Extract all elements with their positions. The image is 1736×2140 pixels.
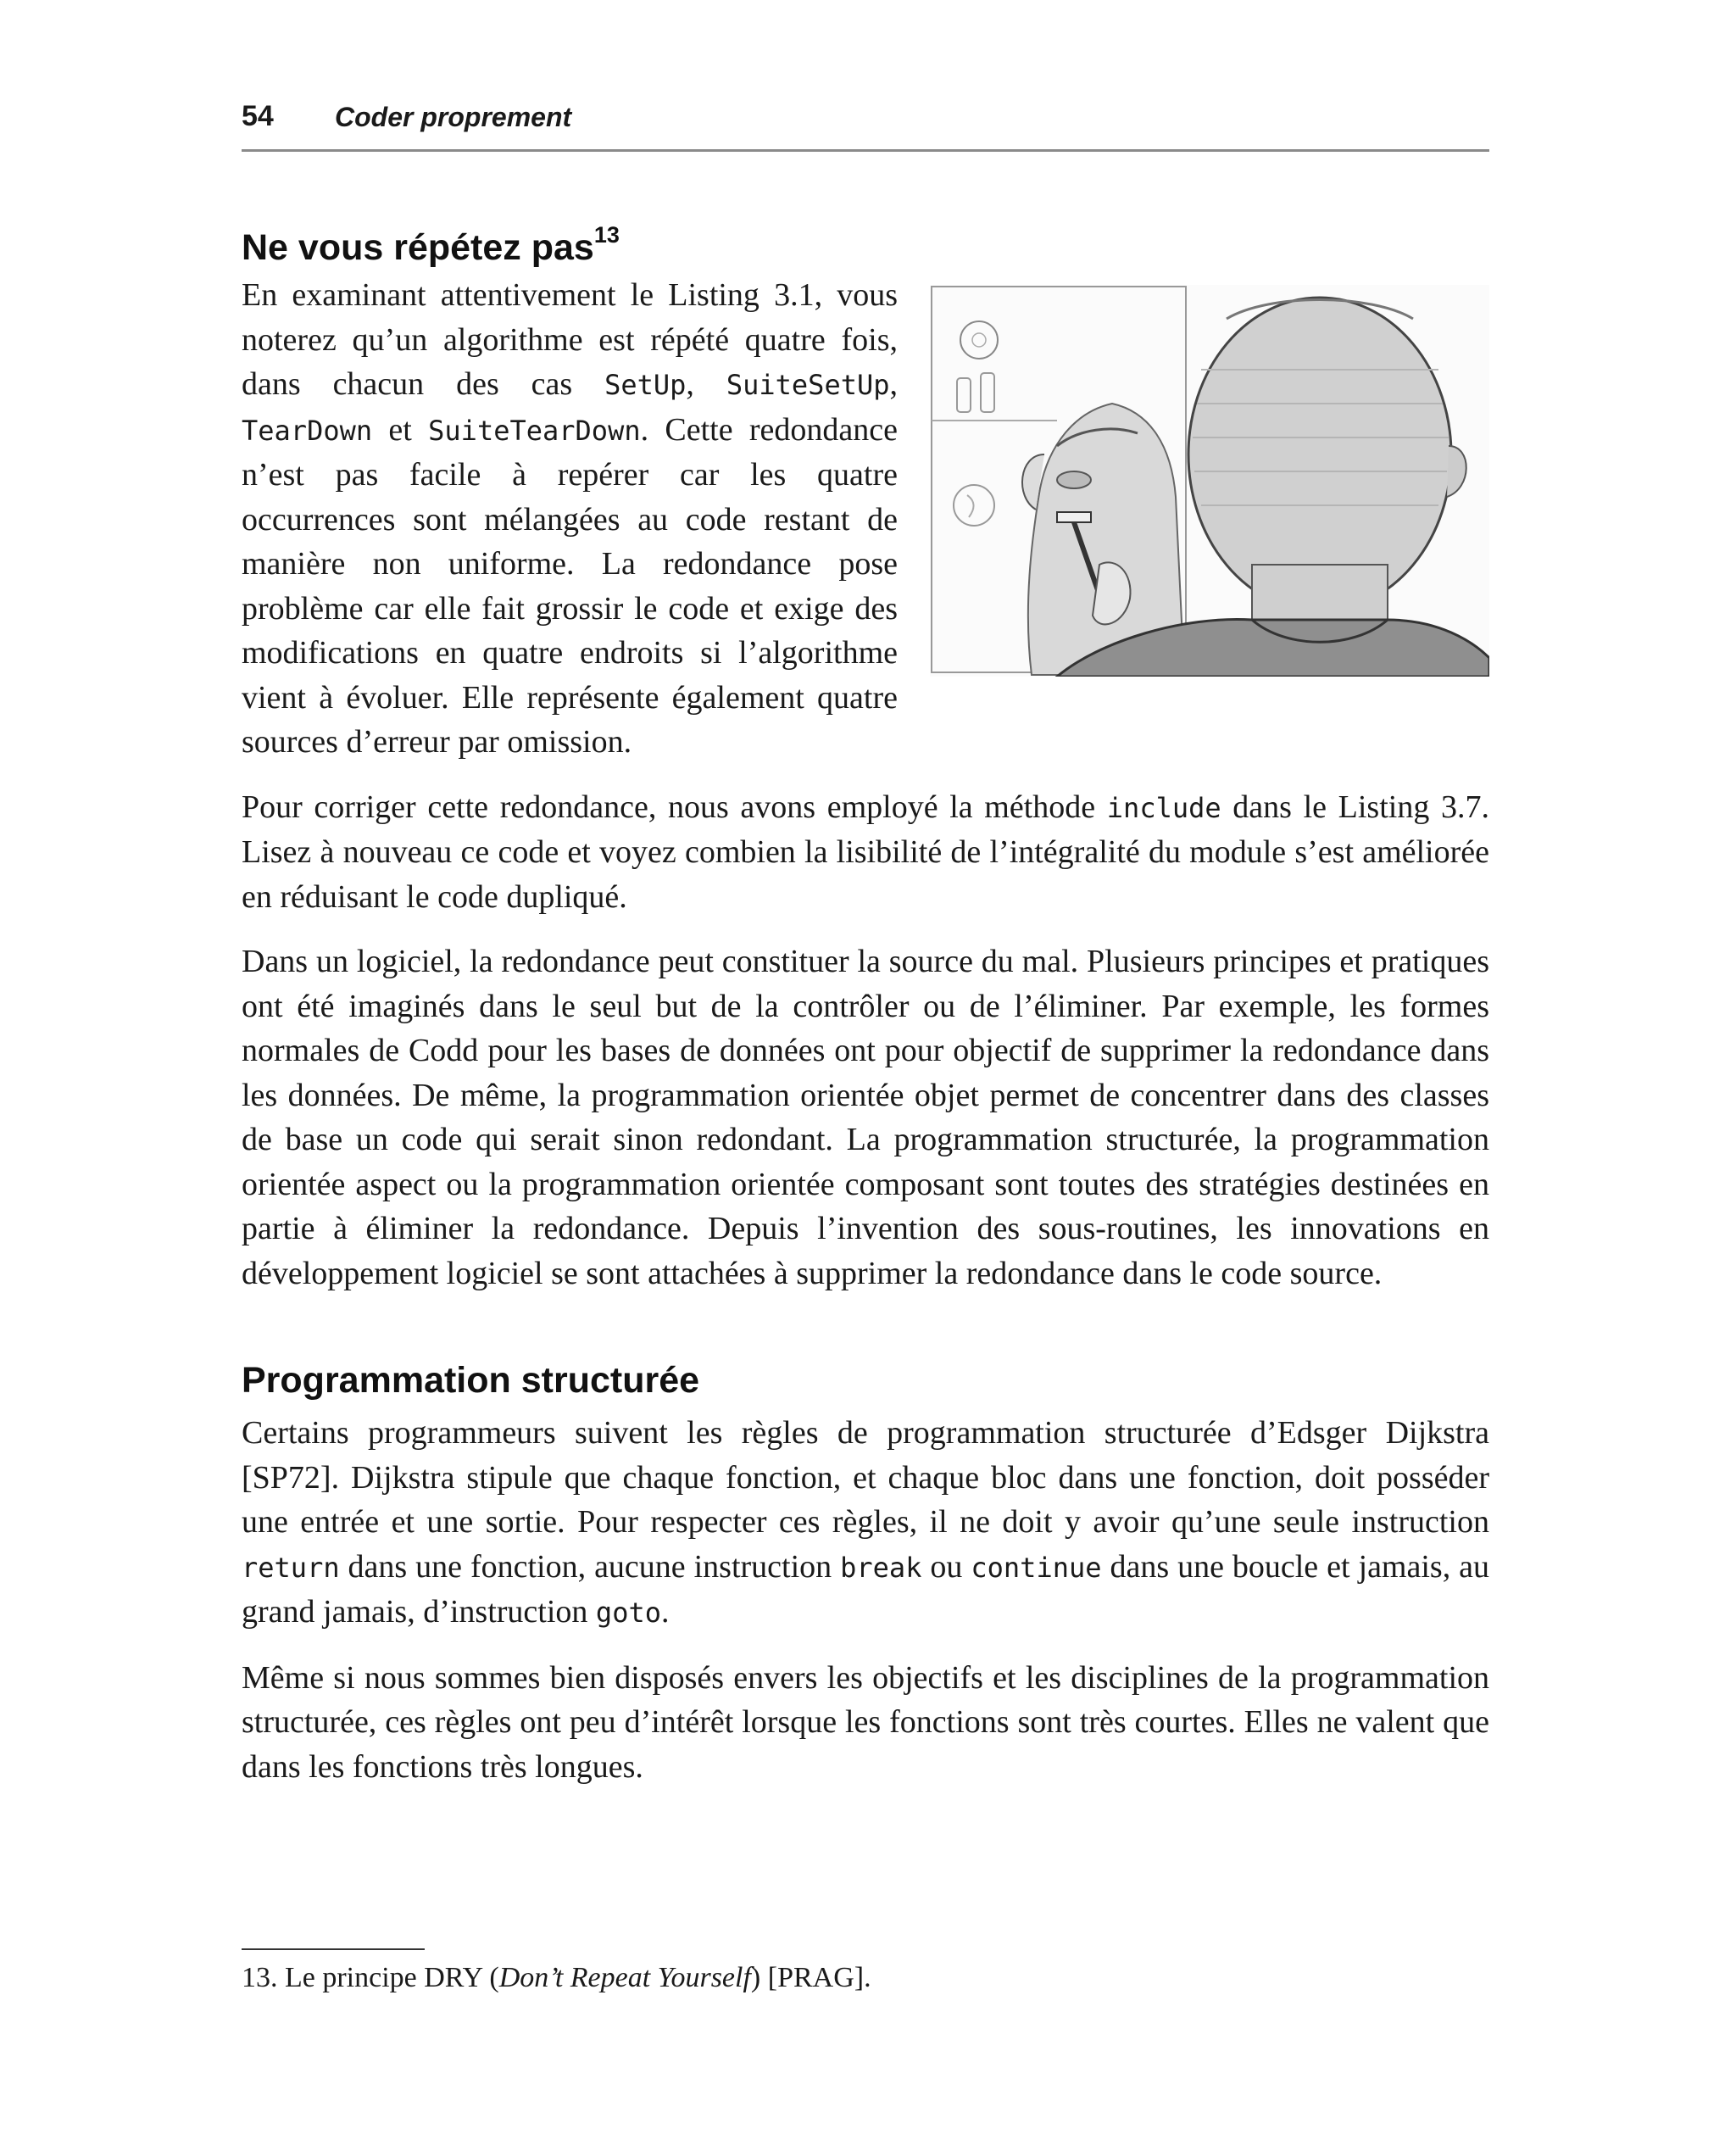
inline-code: return <box>242 1551 340 1584</box>
inline-code: break <box>840 1551 922 1584</box>
footnote-rule <box>242 1948 425 1950</box>
text-run: , <box>686 366 726 402</box>
header-rule <box>242 149 1489 152</box>
page-header <box>242 100 1489 151</box>
text-run: Pour corriger cette redondance, nous avons employé la méthode <box>242 789 1107 825</box>
text-run: ou <box>921 1548 971 1585</box>
section-title-structured: Programmation structurée <box>242 1360 700 1401</box>
man-shaving-sketch-icon <box>930 285 1489 677</box>
text-run: dans une boucle et jamais, au grand jamais, d’instruction <box>242 1548 1490 1630</box>
shaving-illustration <box>930 285 1489 677</box>
paragraph <box>242 1411 1489 1636</box>
paragraph: Même si nous sommes bien disposés envers les objectifs et les disciplines de la programmation structurée, ces règles ont peu d’intérêt lorsque les fonctions sont très courtes. Elles ne valent que dans les fonctions très longues. <box>242 1659 1489 1785</box>
section-title-text: Ne vous répétez pas <box>242 227 594 268</box>
section-title-dry <box>242 222 1489 273</box>
text-run: , <box>889 366 898 402</box>
text-run: 13. Le principe DRY ( <box>242 1962 499 1993</box>
text-run: En examinant attentivement le Listing 3.1, vous noterez qu’un algorithme est répété quatre fois, dans chacun des cas <box>242 277 898 402</box>
page-number: 54 <box>242 100 274 132</box>
text-run: . Cette redondance n’est pas facile à repérer car les quatre occurrences sont mélangées au code restant de manière non uniforme. La redondance pose problème car elle fait grossir le code et exige des modifications en quatre endroits si l’algorithme vient à évoluer. Elle représente également quatre sources d’erreur par omission. <box>242 411 898 760</box>
inline-code: SuiteTearDown <box>428 414 641 447</box>
running-title: Coder proprement <box>335 102 572 132</box>
paragraph: Dans un logiciel, la redondance peut constituer la source du mal. Plusieurs principes et pratiques ont été imaginés dans le seul but de la contrôler ou de l’éliminer. Par exemple, les formes normales de Codd pour les bases de données ont pour objectif de supprimer la redondance dans les données. De même, la programmation orientée objet permet de concentrer dans des classes de base un code qui serait sinon redondant. La programmation structurée, la programmation orientée aspect ou la programmation orientée composant sont toutes des stratégies destinées en partie à éliminer la redondance. Depuis l’invention des sous-routines, les innovations en développement logiciel se sont attachées à supprimer la redondance dans le code source. <box>242 944 1489 1291</box>
inline-code: SetUp <box>604 369 687 401</box>
text-run: . <box>660 1594 670 1630</box>
footnote-ref: 13 <box>593 222 620 248</box>
footnote-emphasis: Don’t Repeat Yourself <box>498 1962 751 1993</box>
text-run: ) [PRAG]. <box>750 1962 871 1993</box>
page-content <box>242 222 1489 1789</box>
inline-code: continue <box>971 1551 1102 1584</box>
paragraph <box>242 785 1489 920</box>
footnote <box>242 1962 871 1994</box>
section-structured-programming <box>242 1355 1489 1789</box>
inline-code: TearDown <box>242 414 373 447</box>
text-run: Certains programmeurs suivent les règles de programmation structurée d’Edsger Dijkstra [SP72]. Dijkstra stipule que chaque fonction, et chaque bloc dans une fonction, doit posséder une entrée et une sortie. Pour respecter ces règles, il ne doit y avoir qu’une seule instruction <box>242 1415 1489 1540</box>
inline-code: include <box>1106 791 1221 824</box>
text-run: dans une fonction, aucune instruction <box>339 1548 841 1585</box>
text-run: dans le Listing 3.7. Lisez à nouveau ce code et voyez combien la lisibilité de l’intégralité du module s’est améliorée en réduisant le code dupliqué. <box>242 789 1489 915</box>
inline-code: SuiteSetUp <box>726 369 890 401</box>
text-run: et <box>372 411 429 448</box>
inline-code: goto <box>595 1597 661 1629</box>
